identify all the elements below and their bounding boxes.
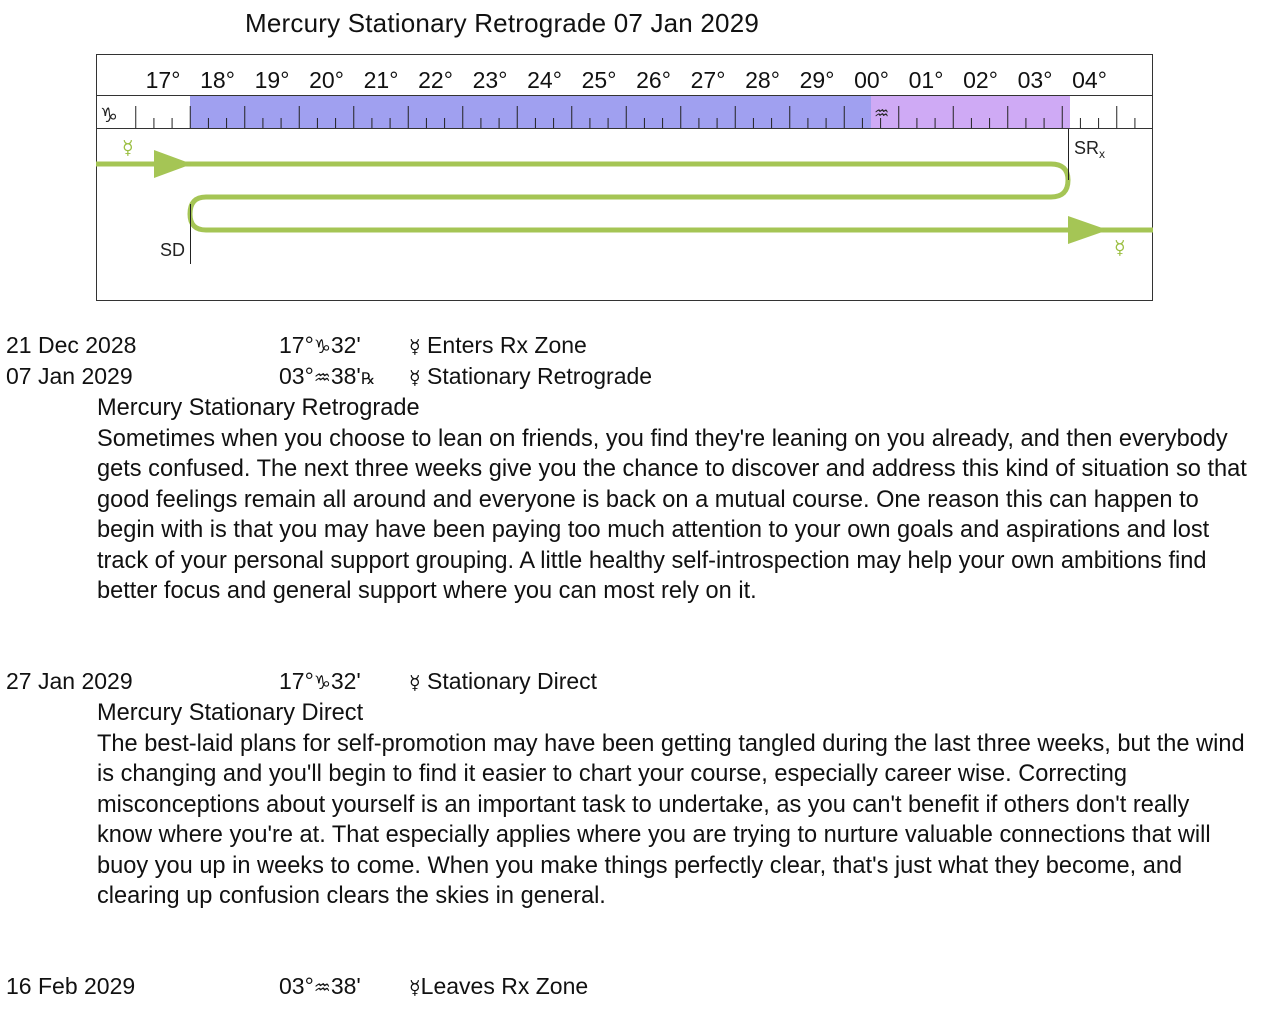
degree-label: 23° xyxy=(472,67,508,93)
event-date: 27 Jan 2029 xyxy=(6,668,133,694)
degree-label: 27° xyxy=(690,67,726,93)
aquarius-icon: ♒ xyxy=(313,977,331,999)
interpretation-text: The best-laid plans for self-promotion may have been getting tangled during the last three weeks, but the wind is changing and you'll begin to find it easier to chart your course, especially career wise. Correcting misconceptions about yourself is an important task to undertake, as you can't benefit if others don't really know where you're at. That especially applies where you are trying to nurture valuable connections that will buoy you up in weeks to come. When you make things perfectly clear, that's just what they become, and clearing up confusion clears the skies in general. xyxy=(97,730,1245,909)
event-label: ☿ Stationary Retrograde xyxy=(409,363,653,389)
event-label: ☿Leaves Rx Zone xyxy=(409,973,589,999)
capricorn-icon: ♑ xyxy=(313,672,331,694)
event-position: 03°♒38' xyxy=(279,973,361,999)
capricorn-icon: ♑ xyxy=(313,336,331,358)
degree-label: 19° xyxy=(254,67,290,93)
aquarius-rx-zone xyxy=(871,96,1070,128)
retrograde-chart xyxy=(96,54,1153,301)
event-date: 16 Feb 2029 xyxy=(6,973,136,999)
event-position: 03°♒38'℞ xyxy=(279,363,376,389)
degree-label: 04° xyxy=(1072,67,1107,93)
degree-label: 00° xyxy=(854,67,889,93)
event-position: 17°♑32' xyxy=(279,668,361,694)
mercury-icon: ☿ xyxy=(409,336,421,358)
interpretation-block xyxy=(97,393,1247,607)
degree-label: 18° xyxy=(200,67,235,93)
retrograde-diagram xyxy=(96,54,1153,301)
degree-label: 21° xyxy=(363,67,399,93)
event-label: ☿ Stationary Direct xyxy=(409,668,598,694)
interpretation-text: Sometimes when you choose to lean on friends, you find they're leaning on you already, and then everybody gets confused. The next three weeks give you the chance to discover and address this kind of situation so that good feelings remain all around and everyone is back on a mutual course. One reason this can happen to begin with is that you may have been paying too much attention to your own goals and aspirations and lost track of your personal support grouping. A little healthy self-introspection may help your own ambitions find better focus and general support where you can most rely on it. xyxy=(97,425,1247,604)
degree-label: 28° xyxy=(745,67,780,93)
sd-label: SD xyxy=(160,240,186,260)
mercury-start-icon: ☿ xyxy=(122,137,134,159)
degree-label: 20° xyxy=(309,67,344,93)
mercury-icon: ☿ xyxy=(409,367,421,389)
degree-label: 02° xyxy=(963,67,998,93)
aquarius-sign-icon: ♒ xyxy=(874,104,890,124)
mercury-icon: ☿ xyxy=(409,977,421,999)
page-title: Mercury Stationary Retrograde 07 Jan 2029 xyxy=(245,8,760,38)
sr-label: $SR_x$ xyxy=(1074,138,1106,161)
degree-label: 17° xyxy=(145,67,181,93)
event-date: 21 Dec 2028 xyxy=(6,332,137,358)
capricorn-sign-icon: ♑ xyxy=(100,103,118,127)
interpretation-heading: Mercury Stationary Direct xyxy=(97,700,364,726)
degree-label: 26° xyxy=(636,67,671,93)
mercury-icon: ☿ xyxy=(409,672,421,694)
event-label: ☿ Enters Rx Zone xyxy=(409,332,587,358)
mercury-end-icon: ☿ xyxy=(1114,237,1126,259)
degree-label: 24° xyxy=(527,67,562,93)
degree-label: 01° xyxy=(908,67,944,93)
aquarius-icon: ♒ xyxy=(313,367,331,389)
interpretation-heading: Mercury Stationary Retrograde xyxy=(97,395,420,421)
degree-label: 29° xyxy=(799,67,835,93)
degree-label: 03° xyxy=(1017,67,1053,93)
event-date: 07 Jan 2029 xyxy=(6,363,133,389)
capricorn-rx-zone xyxy=(190,96,871,128)
degree-label: 25° xyxy=(581,67,617,93)
degree-label: 22° xyxy=(418,67,453,93)
interpretation-block xyxy=(97,698,1247,912)
retrograde-icon: ℞ xyxy=(360,369,376,388)
event-position: 17°♑32' xyxy=(279,332,361,358)
